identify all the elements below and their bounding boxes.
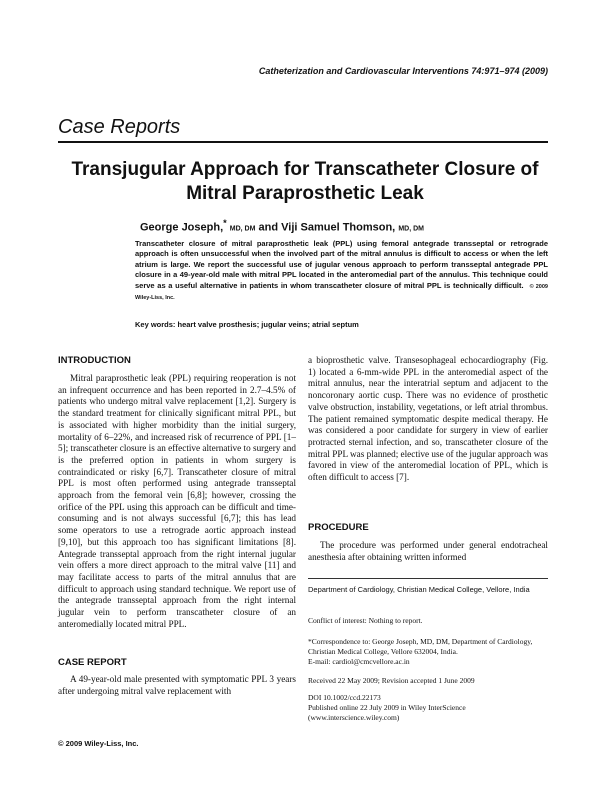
author-line: [140, 218, 550, 234]
case-report-paragraph-start: A 49-year-old male presented with symptomatic PPL 3 years after undergoing mitral valve replacement with: [58, 674, 296, 696]
published-online: Published online 22 July 2009 in Wiley InterScience (www.interscience.wiley.com): [308, 703, 466, 723]
abstract: [135, 239, 548, 303]
abstract-text: Transcatheter closure of mitral paraprosthetic leak (PPL) using femoral antegrade transseptal or retrograde approach is often unsuccessful when the involved part of the mitral annulus is difficult to access or when the left atrium is large. We report the successful use of jugular venous approach to perform transseptal antegrade PPL closure in a 49-year-old male with mitral PPL located in the anteromedial part of the annulus. This technique could serve as a useful alternative in patients in whom transcatheter closure of mitral PPL is technically difficult.: [135, 239, 548, 290]
corresponding-mark: *: [223, 218, 227, 228]
author-1-degrees: MD, DM: [229, 225, 256, 233]
case-report-heading: CASE REPORT: [58, 657, 127, 668]
keywords: Key words: heart valve prosthesis; jugular veins; atrial septum: [135, 320, 359, 329]
author-conjunction: and: [258, 221, 279, 234]
correspondence: *Correspondence to: George Joseph, MD, DM, Department of Cardiology, Christian Medical College, Vellore 632004, India.: [308, 637, 533, 657]
introduction-heading: INTRODUCTION: [58, 355, 131, 366]
introduction-body: [58, 373, 296, 630]
case-report-body-left: [58, 674, 296, 697]
received-dates: Received 22 May 2009; Revision accepted 1 June 2009: [308, 676, 475, 685]
publication-note: [308, 693, 548, 724]
affiliation: Department of Cardiology, Christian Medical College, Vellore, India: [308, 585, 530, 594]
received-note: [308, 676, 548, 686]
introduction-paragraph: Mitral paraprosthetic leak (PPL) requiring reoperation is not an infrequent occurrence and has been reported in 2.7–4.5% of patients who undergo mitral valve replacement [1,2]. Surgery is the standard treatment for clinically significant mitral PPL, but is associated with higher morbidity than the initial surgery, mortality of 6–22%, and increased risk of recurrence of PPL [1–5]; transcatheter closure is an effective alternative to surgery and is the preferred option in patients in whom surgery is contraindicated or risky [6,7]. Transcatheter closure of mitral PPL is most often performed using antegrade transseptal approach from the femoral vein [6,8]; however, crossing the orifice of the PPL using this approach can be difficult and time-consuming and is not always successful [6,7]; this has lead some operators to use a retrograde aortic approach instead [9,10], but this approach too has significant limitations [8]. Antegrade transseptal approach from the right internal jugular vein offers a more direct approach to the mitral valve [11] and may facilitate access to parts of the mitral annulus that are difficult to approach using standard technique. We report use of the antegrade transseptal approach from the right internal jugular vein to perform transcatheter closure of an anteromedially located mitral PPL.: [58, 373, 296, 629]
author-2: Viji Samuel Thomson,: [281, 221, 396, 234]
section-rule: [58, 141, 548, 143]
email: E-mail: cardiol@cmcvellore.ac.in: [308, 657, 410, 667]
footnote-rule: [308, 578, 548, 579]
section-label: Case Reports: [58, 116, 181, 138]
footer-copyright: © 2009 Wiley-Liss, Inc.: [58, 739, 139, 748]
journal-header: Catheterization and Cardiovascular Interventions 74:971–974 (2009): [258, 66, 548, 76]
case-report-body-right: [308, 355, 548, 484]
conflict-statement: Conflict of interest: Nothing to report.: [308, 616, 423, 625]
doi: DOI 10.1002/ccd.22173: [308, 693, 381, 702]
article-title: Transjugular Approach for Transcatheter Closure of Mitral Paraprosthetic Leak: [71, 159, 539, 204]
correspondence-note: [308, 637, 548, 668]
procedure-heading: PROCEDURE: [308, 522, 369, 533]
conflict-note: [308, 616, 548, 626]
case-report-paragraph-continued: a bioprosthetic valve. Transesophageal echocardiography (Fig. 1) located a 6-mm-wide PPL in the anteromedial aspect of the mitral annulus, near the interatrial septum and adjacent to the noncoronary aortic cusp. There was no evidence of prosthetic valve obstruction, instability, vegetations, or left atrial thrombus. The patient remained symptomatic despite medical therapy. He was considered a poor candidate for surgery in view of earlier protracted sternal infection, and so, transcatheter closure of the mitral PPL was planned; elective use of the jugular approach was favored in view of the anteromedial location of PPL, which is often difficult to access [7].: [308, 355, 548, 483]
affiliation-note: [308, 585, 548, 595]
author-2-degrees: MD, DM: [398, 225, 424, 233]
abstract-copyright: © 2009 Wiley-Liss, Inc.: [135, 283, 548, 302]
procedure-body: [308, 540, 548, 563]
procedure-paragraph: The procedure was performed under general endotracheal anesthesia after obtaining written informed: [308, 540, 548, 562]
author-1: George Joseph,: [140, 221, 224, 234]
